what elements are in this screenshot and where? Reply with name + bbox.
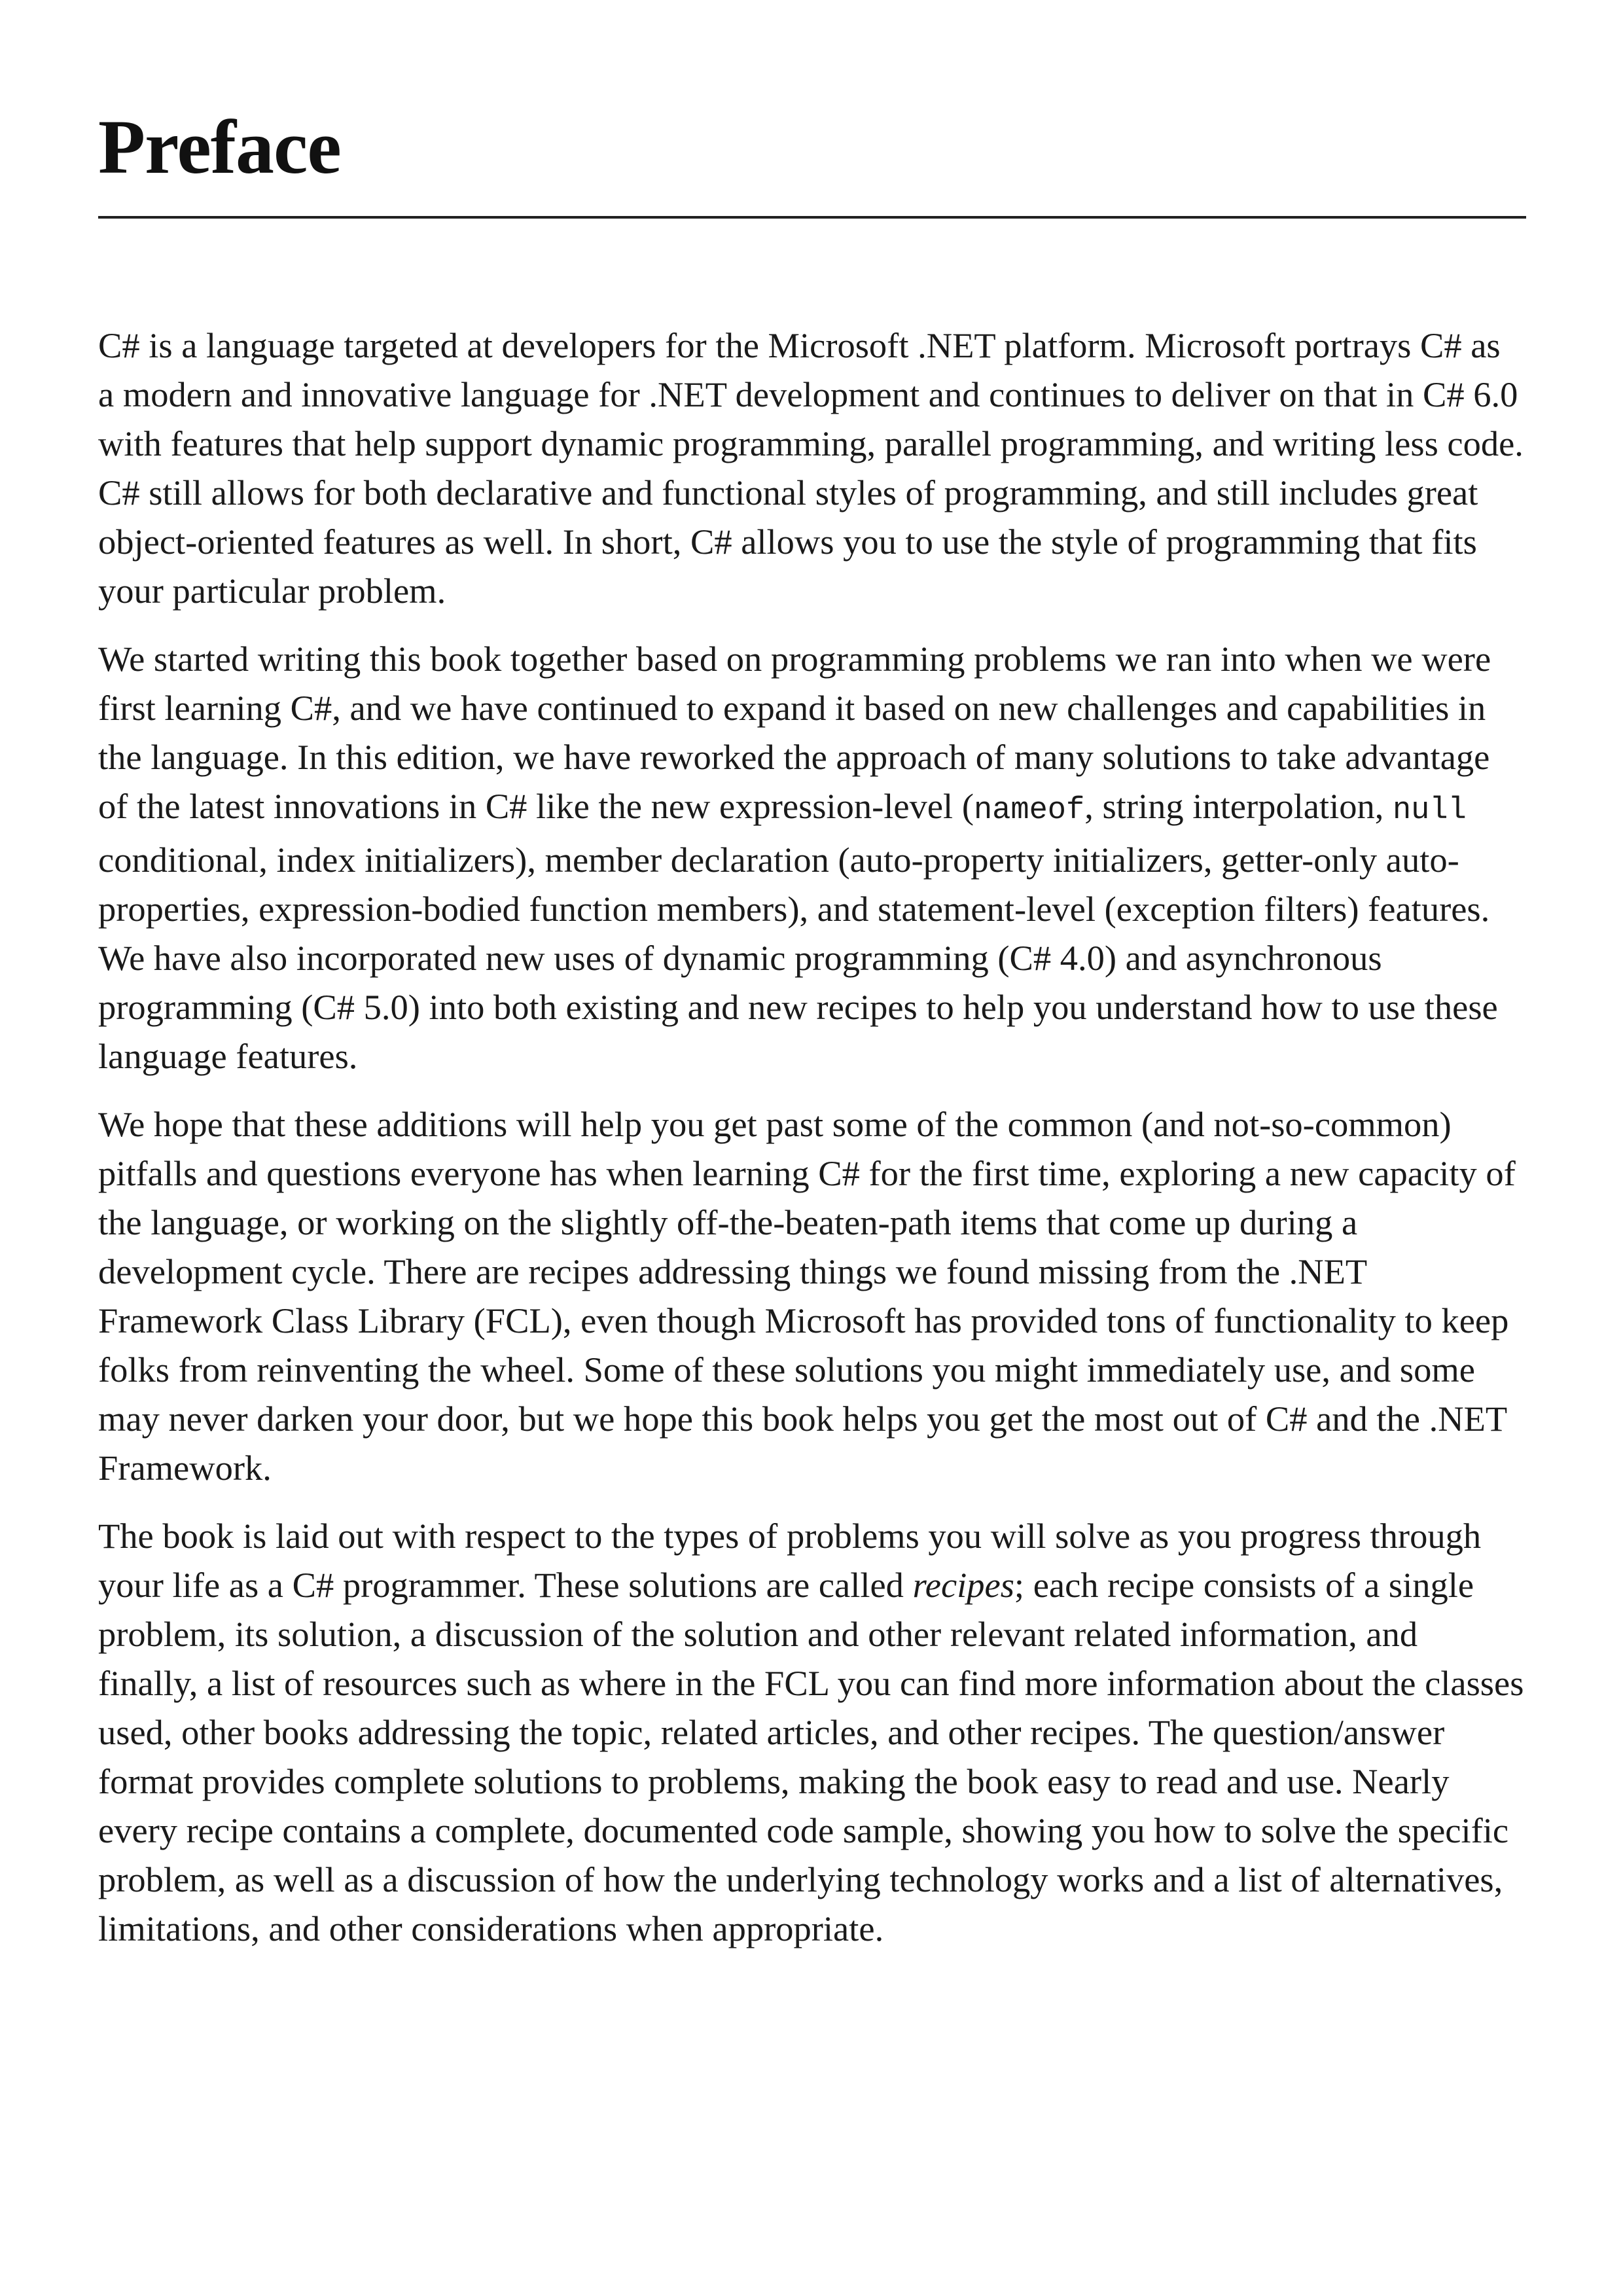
paragraph-1: C# is a language targeted at developers for the Microsoft .NET platform. Microsoft portrays C# as a modern and innovative language for .NET development and continues to deliver on that in C# 6.0 with features that help support dynamic programming, parallel programming, and writing less code. C# still allows for both declarative and functional styles of programming, and still includes great object-oriented features as well. In short, C# allows you to use the style of programming that fits your particular problem. (98, 325, 1524, 611)
paragraph-2-text-3: conditional, index initializers), member declaration (auto-property initializers, getter-only auto-properties, expression-bodied function members), and statement-level (exception filters) features. We have also incorporated new uses of dynamic programming (C# 4.0) and asynchronous programming (C# 5.0) into both existing and new recipes to help you understand how to use these language features. (98, 840, 1498, 1076)
code-null: null (1392, 793, 1467, 828)
title-divider (98, 216, 1526, 219)
document-page (98, 98, 1525, 1972)
document-body (98, 321, 1525, 1953)
page-title: Preface (98, 104, 341, 190)
paragraph-2 (98, 634, 1525, 1081)
paragraph-4-text-2: ; each recipe consists of a single problem, its solution, a discussion of the solution and other relevant related information, and finally, a list of resources such as where in the FCL you can find more information about the classes used, other books addressing the topic, related articles, and other recipes. The question/answer format provides complete solutions to problems, making the book easy to read and use. Nearly every recipe contains a complete, documented code sample, showing you how to solve the specific problem, as well as a discussion of how the underlying technology works and a list of alternatives, limitations, and other considerations when appropriate. (98, 1565, 1524, 1948)
paragraph-3: We hope that these additions will help you get past some of the common (and not-so-common) pitfalls and questions everyone has when learning C# for the first time, exploring a new capacity of the language, or working on the slightly off-the-beaten-path items that come up during a development cycle. There are recipes addressing things we found missing from the .NET Framework Class Library (FCL), even though Microsoft has provided tons of functionality to keep folks from reinventing the wheel. Some of these solutions you might immediately use, and some may never darken your door, but we hope this book helps you get the most out of C# and the .NET Framework. (98, 1104, 1516, 1488)
paragraph-4-text-1: The book is laid out with respect to the types of problems you will solve as you progress through your life as a C# programmer. These solutions are called (98, 1516, 1482, 1605)
paragraph-4 (98, 1511, 1525, 1953)
emphasis-recipes: recipes (912, 1565, 1014, 1605)
paragraph-2-text-1: We started writing this book together based on programming problems we ran into when we were first learning C#, and we have continued to expand it based on new challenges and capabilities in the language. In this edition, we have reworked the approach of many solutions to take advantage of the latest innovations in C# like the new expression-level ( (98, 639, 1491, 826)
paragraph-2-text-2: , string interpolation, (1084, 786, 1393, 826)
code-nameof: nameof (973, 793, 1085, 828)
